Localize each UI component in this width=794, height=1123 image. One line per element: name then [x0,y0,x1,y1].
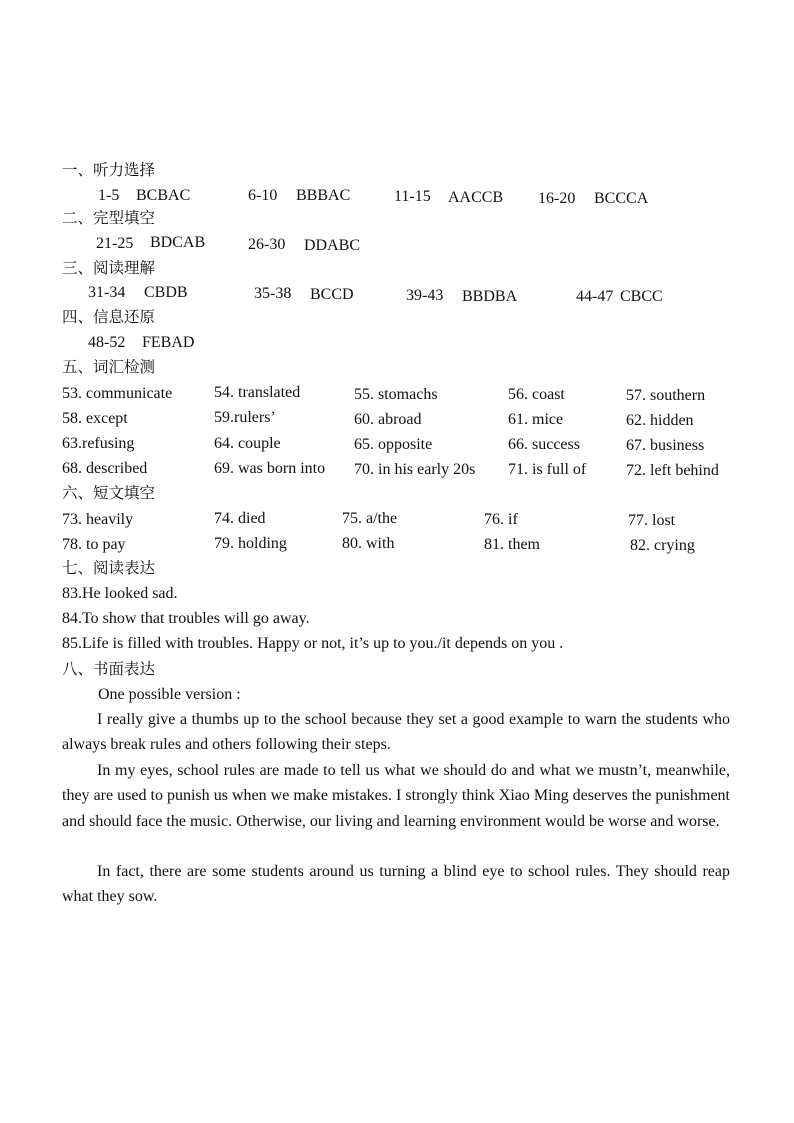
answer-range: 11-15 [394,188,431,205]
section-heading-cloze: 二、完型填空 [62,209,156,227]
answer-key: BCCCA [594,190,649,207]
essay-paragraph-text: I really give a thumbs up to the school because they set a good example to warn the students who always break rules and others following their steps. [62,711,730,754]
vocab-answer: 66. success [508,436,580,453]
vocab-answer: 56. coast [508,386,565,403]
answer-range: 35-38 [254,285,292,302]
section-heading-vocabulary: 五、词汇检测 [62,358,156,376]
answer-key: BCBAC [136,187,191,204]
vocab-answer: 65. opposite [354,436,433,453]
vocab-answer: 54. translated [214,384,301,401]
answer-key: FEBAD [142,334,195,351]
vocab-answer: 63.refusing [62,435,135,452]
vocab-answer: 57. southern [626,387,706,404]
fill-answer: 78. to pay [62,536,126,553]
essay-paragraph [62,758,730,834]
vocab-answer: 69. was born into [214,460,326,477]
section-heading-info-restore: 四、信息还原 [62,308,156,326]
answer-key: AACCB [448,189,504,206]
fill-answer: 74. died [214,510,266,527]
vocab-answer: 72. left behind [626,462,719,479]
answer-range: 39-43 [406,287,444,304]
vocab-answer: 55. stomachs [354,386,438,403]
vocab-answer: 62. hidden [626,412,694,429]
essay-paragraph-text: In my eyes, school rules are made to tell us what we should do and what we mustn’t, meanwhile, they are used to punish us when we make mistakes. I strongly think Xiao Ming deserves the punishment and should face the music. Otherwise, our living and learning environment would be worse and worse. [62,762,730,830]
answer-key: BDCAB [150,234,206,251]
vocab-answer: 59.rulers’ [214,409,276,426]
answer-key: BCCD [310,286,354,303]
answer-key: DDABC [304,237,361,254]
fill-answer: 76. if [484,511,518,528]
vocab-answer: 61. mice [508,411,564,428]
fill-answer: 73. heavily [62,511,134,528]
fill-answer: 75. a/the [342,510,398,527]
section-heading-reading-expression: 七、阅读表达 [62,559,156,577]
section-heading-listening: 一、听力选择 [62,161,156,179]
answer-key: BBDBA [462,288,518,305]
expression-answer: 85.Life is filled with troubles. Happy or not, it’s up to you./it depends on you . [62,635,564,652]
answer-range: 44-47 [576,288,614,305]
writing-intro: One possible version : [98,686,241,703]
fill-answer: 77. lost [628,512,676,529]
essay-paragraph [62,859,730,910]
answer-range: 26-30 [248,236,286,253]
section-heading-passage-fill: 六、短文填空 [62,484,156,502]
vocab-answer: 53. communicate [62,385,173,402]
fill-answer: 82. crying [630,537,695,554]
vocab-answer: 68. described [62,460,148,477]
fill-answer: 80. with [342,535,395,552]
answer-range: 48-52 [88,334,126,351]
answer-range: 21-25 [96,235,134,252]
section-heading-reading: 三、阅读理解 [62,259,156,277]
vocab-answer: 60. abroad [354,411,422,428]
vocab-answer: 70. in his early 20s [354,461,476,478]
vocab-answer: 67. business [626,437,705,454]
essay-paragraph [62,707,730,758]
fill-answer: 81. them [484,536,540,553]
vocab-answer: 64. couple [214,435,281,452]
answer-range: 6-10 [248,187,278,204]
vocab-answer: 58. except [62,410,128,427]
essay-paragraph-text: In fact, there are some students around us turning a blind eye to school rules. They should reap what they sow. [62,863,730,906]
vocab-answer: 71. is full of [508,461,587,478]
section-heading-writing: 八、书面表达 [62,660,156,678]
expression-answer: 84.To show that troubles will go away. [62,610,310,627]
answer-range: 31-34 [88,284,126,301]
answer-range: 16-20 [538,190,576,207]
answer-key: BBBAC [296,187,351,204]
answer-key: CBDB [144,284,188,301]
answer-key: CBCC [620,288,663,305]
expression-answer: 83.He looked sad. [62,585,178,602]
answer-range: 1-5 [98,187,120,204]
fill-answer: 79. holding [214,535,287,552]
